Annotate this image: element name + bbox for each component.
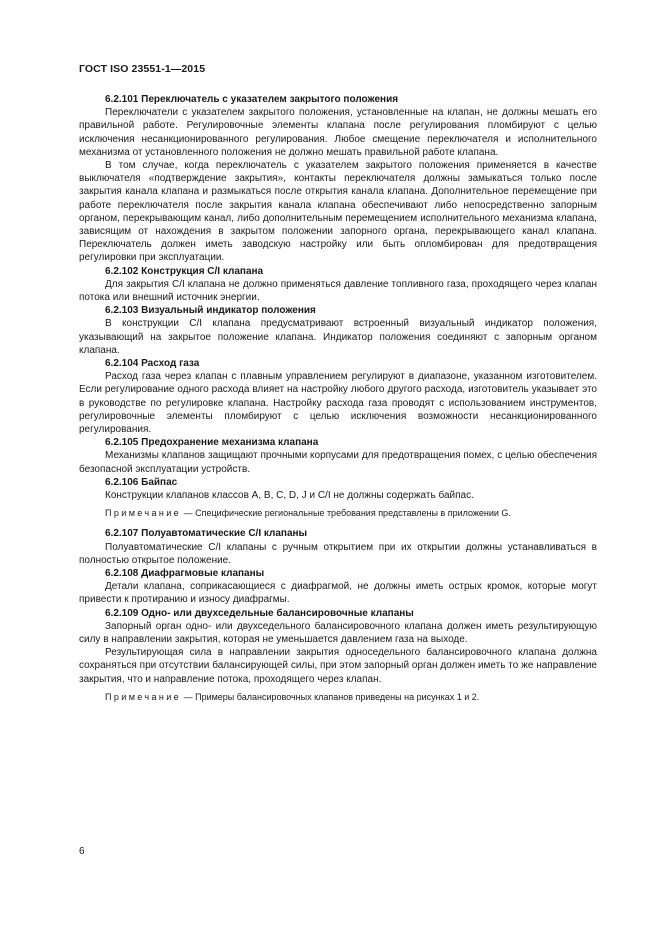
paragraph: Расход газа через клапан с плавным управлением регулируют в диапазоне, указанном изготовителем. Если регулирование одного расхода влияет на настройку любого другого расхода, изготовитель указывает это в руководстве по регулировке клапана. Настройку расхода газа проводят с использованием инструментов, регулировочные элементы пломбируют с целью исключения возможности несанкционированного регулирования. — [79, 371, 597, 436]
section-heading: 6.2.109 Одно- или двухседельные балансировочные клапаны — [105, 607, 414, 619]
section — [79, 476, 597, 519]
document-header: ГОСТ ISO 23551-1—2015 — [79, 63, 206, 75]
section — [79, 436, 597, 476]
note — [79, 507, 597, 519]
paragraph: Запорный орган одно- или двухседельного балансировочного клапана должен иметь результирующую силу в направлении закрытия, которая не уменьшается давлением газа на выходе. — [79, 620, 597, 645]
section-heading: 6.2.107 Полуавтоматические C/I клапаны — [105, 528, 308, 540]
section-heading: 6.2.103 Визуальный индикатор положения — [105, 305, 316, 317]
section — [79, 527, 597, 567]
section — [79, 607, 597, 703]
paragraph: Механизмы клапанов защищают прочными корпусами для предотвращения помех, с целью обеспечения безопасной эксплуатации устройств. — [79, 450, 597, 475]
section-heading: 6.2.101 Переключатель с указателем закрытого положения — [105, 94, 399, 105]
section — [79, 357, 597, 436]
section-heading: 6.2.102 Конструкция C/I клапана — [105, 265, 264, 277]
note-text: — Примеры балансировочных клапанов приведены на рисунках 1 и 2. — [181, 691, 480, 702]
section-heading: 6.2.108 Диафрагмовые клапаны — [105, 567, 265, 579]
paragraph: Детали клапана, соприкасающиеся с диафрагмой, не должны иметь острых кромок, которые могут привести к протиранию и износу диафрагмы. — [79, 581, 597, 606]
section-heading: 6.2.105 Предохранение механизма клапана — [105, 437, 319, 449]
note-label: Примечание — [105, 508, 182, 519]
note-label: Примечание — [105, 691, 182, 702]
paragraph: Конструкции клапанов классов A, B, C, D, J и C/I не должны содержать байпас. — [105, 490, 474, 502]
paragraph: В конструкции C/I клапана предусматривают встроенный визуальный индикатор положения, указывающий на закрытое положение клапана. Индикатор положения соединяют с запорным органом клапана. — [79, 318, 597, 356]
page-number: 6 — [79, 846, 85, 857]
section — [79, 265, 597, 305]
section — [79, 567, 597, 607]
section-heading: 6.2.104 Расход газа — [105, 358, 200, 370]
paragraph: Результирующая сила в направлении закрытия односедельного балансировочного клапана должна сохраняться при отсутствии балансирующей силы, при этом запорный орган должен иметь то же направление закрытия, что и направление потока, проходящего через клапан. — [79, 647, 597, 685]
section — [79, 304, 597, 357]
note-text: — Специфические региональные требования представлены в приложении G. — [181, 508, 511, 519]
document-body — [79, 93, 597, 711]
paragraph: Для закрытия C/I клапана не должно применяться давление топливного газа, проходящего через клапан потока или внешний источник энергии. — [79, 278, 597, 304]
paragraph: Полуавтоматические C/I клапаны с ручным открытием при их открытии должны устанавливаться в полностью открытое положение. — [79, 541, 597, 566]
section-heading: 6.2.106 Байпас — [105, 476, 178, 488]
paragraph: В том случае, когда переключатель с указателем закрытого положения применяется в качестве выключателя «подтверждение закрытия», контакты переключателя должны замыкаться только после закрытия канала клапана и размыкаться после открытия канала клапана. Дополнительное перемещение при работе переключателя после закрытия канала клапана обеспечивают либо непосредственно запорным органом, перекрывающим канал, либо дополнительным перемещением исполнительного механизма клапана, зависящим от нахождения в закрытом положении запорного органа, перекрывающего канал клапана. Переключатель должен иметь заводскую настройку или быть опломбирован для предотвращения регулировки при эксплуатации. — [79, 160, 597, 264]
note — [79, 691, 597, 703]
paragraph: Переключатели с указателем закрытого положения, установленные на клапан, не должны мешать его правильной работе. Регулировочные элементы клапана после регулирования пломбируют с целью исключения несанкционированного регулирования. Любое смещение переключателя и исполнительного механизма от установленного положения не должно мешать правильной работе клапана. — [79, 107, 597, 158]
section — [79, 93, 597, 265]
